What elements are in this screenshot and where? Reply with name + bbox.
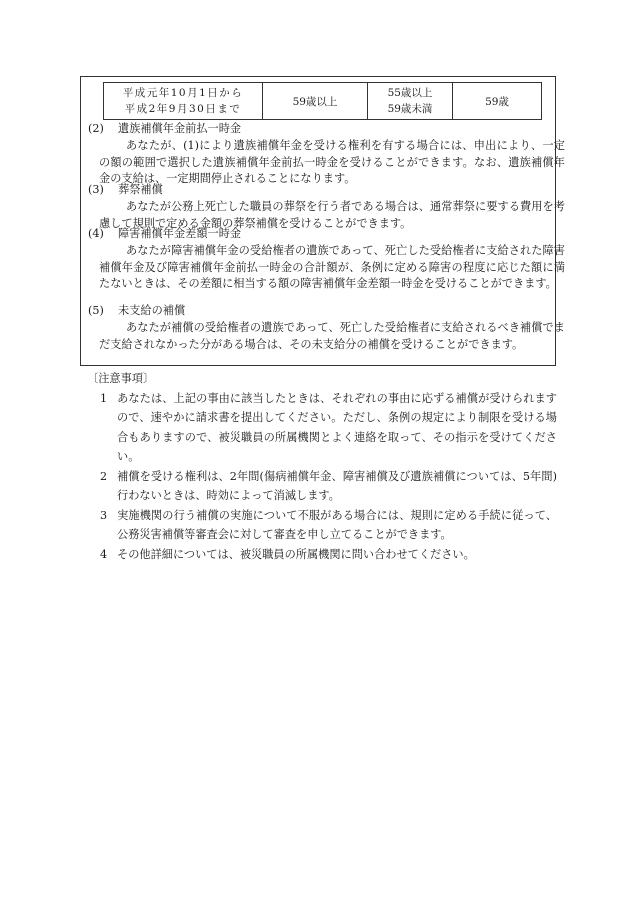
notes-section (87, 369, 557, 564)
note-item (87, 545, 557, 565)
age-range-cell (368, 83, 453, 120)
section-heading (88, 182, 565, 199)
period-line-1: 平成元年10月1日から (122, 87, 244, 99)
note-text: その他詳細については、被災職員の所属機関に問い合わせてください。 (117, 547, 475, 561)
note-text: 補償を受ける権利は、2年間(傷病補償年金、障害補償及び遺族補償については、5年間)行わないときは、時効によって消滅します。 (117, 469, 557, 502)
section-2 (88, 121, 565, 188)
age-cell-4: 59歳 (453, 83, 542, 120)
section-4 (88, 226, 565, 293)
section-body: あなたが障害補償年金の受給権者の遺族であって、死亡した受給権者に支給された障害補償年金及び障害補償年金前払一時金の合計額が、条例に定める障害の程度に応じた額に満たないときは、その差額に相当する額の障害補償年金差額一時金を受けることができます。 (99, 243, 565, 291)
section-title: 障害補償年金差額一時金 (118, 227, 242, 240)
age-range-line-1: 55歳以上 (387, 87, 433, 99)
period-line-2: 平成2年9月30日まで (124, 103, 242, 115)
note-text: 実施機関の行う補償の実施について不服がある場合には、規則に定める手続に従って、公務災害補償等審査会に対して審査を申し立てることができます。 (117, 508, 557, 541)
notes-title: 〔注意事項〕 (87, 372, 155, 385)
note-item (87, 389, 557, 467)
section-body: あなたが補償の受給権者の遺族であって、死亡した受給権者に支給されるべき補償でまだ支給されなかった分がある場合は、その未支給分の補償を受けることができます。 (99, 320, 565, 351)
note-item (87, 467, 557, 506)
note-item (87, 506, 557, 545)
note-number: 2 (100, 469, 108, 483)
section-body: あなたが公務上死亡した職員の葬祭を行う者である場合は、通常葬祭に要する費用を考慮して規則で定める金額の葬祭補償を受けることができます。 (99, 199, 565, 230)
note-text: あなたは、上記の事由に該当したときは、それぞれの事由に応ずる補償が受けられますので、速やかに請求書を提出してください。ただし、条例の規定により制限を受ける場合もありますので、被災職員の所属機関とよく連絡を取って、その指示を受けてください。 (117, 391, 557, 463)
section-number: (3) (88, 183, 104, 196)
section-heading (88, 121, 565, 138)
age-cell-2: 59歳以上 (263, 83, 368, 120)
period-cell (104, 83, 263, 120)
section-title: 遺族補償年金前払一時金 (118, 122, 242, 135)
note-number: 1 (100, 391, 108, 405)
section-title: 葬祭補償 (118, 183, 163, 196)
note-number: 3 (100, 508, 108, 522)
section-body: あなたが、(1)により遺族補償年金を受ける権利を有する場合には、申出により、一定の額の範囲で選択した遺族補償年金前払一時金を受けることができます。なお、遺族補償年金の支給は、一定期間停止されることになります。 (99, 138, 565, 186)
section-heading (88, 226, 565, 243)
section-title: 未支給の補償 (118, 304, 186, 317)
table-row (104, 83, 542, 120)
section-number: (5) (88, 304, 104, 317)
section-5 (88, 303, 565, 353)
section-3 (88, 182, 565, 232)
section-heading (88, 303, 565, 320)
age-range-line-2: 59歳未満 (387, 103, 433, 115)
section-number: (2) (88, 122, 104, 135)
section-number: (4) (88, 227, 104, 240)
note-number: 4 (100, 547, 108, 561)
age-requirement-table (103, 82, 542, 120)
